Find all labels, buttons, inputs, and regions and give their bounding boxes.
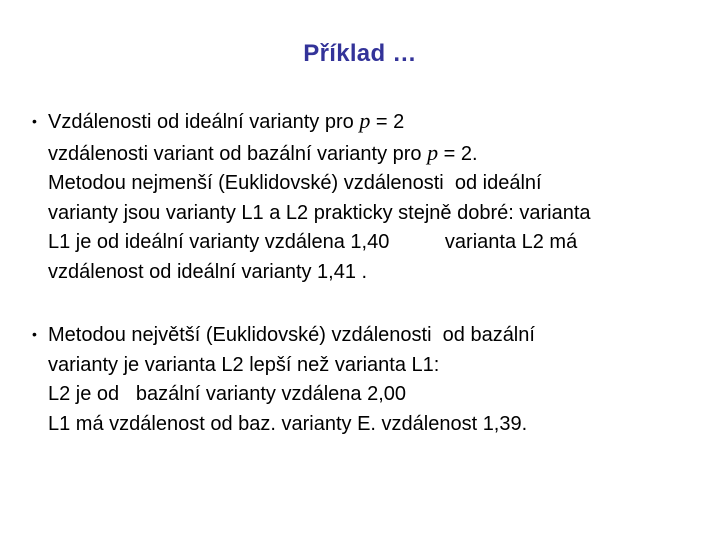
bullet-2-line-1-text: Metodou největší (Euklidovské) vzdálenosti od bazální — [48, 324, 535, 346]
bullet-1-line-1-variable: p — [359, 108, 371, 133]
bullet-1-line-6: vzdálenost od ideální varianty 1,41 . — [48, 260, 368, 283]
bullet-dot-icon: • — [32, 326, 37, 342]
bullet-1-line-1 — [32, 106, 712, 138]
bullet-1-line-5: L1 je od ideální varianty vzdálena 1,40 varianta L2 má — [48, 231, 578, 253]
bullet-1-line-1-suffix: = 2 — [370, 111, 405, 133]
bullet-1-line-3: Metodou nejmenší (Euklidovské) vzdálenosti od ideální — [48, 172, 542, 194]
slide-title: Příklad … — [303, 40, 417, 67]
bullet-dot-icon: • — [32, 113, 37, 129]
bullet-2-line-4: L1 má vzdálenost od baz. varianty E. vzdálenost 1,39. — [48, 412, 528, 435]
bullet-2-line-1 — [32, 320, 712, 351]
bullet-ideal-distance — [32, 106, 712, 287]
bullet-basal-distance — [32, 320, 712, 439]
bullet-1-line-2 — [32, 138, 712, 170]
bullet-1-line-4: varianty jsou varianty L1 a L2 prakticky stejně dobré: varianta — [48, 201, 591, 224]
bullet-2-line-3: L2 je od bazální varianty vzdálena 2,00 — [48, 383, 407, 405]
bullet-2-line-2: varianty je varianta L2 lepší než varianta L1: — [48, 353, 440, 376]
bullet-1-line-2-prefix: vzdálenosti variant od bazální varianty pro — [48, 142, 428, 165]
bullet-1-line-1-prefix: Vzdálenosti od ideální varianty pro — [48, 111, 360, 133]
bullet-1-line-2-variable: p — [427, 139, 439, 165]
bullet-1-line-2-suffix: = 2. — [438, 142, 478, 165]
